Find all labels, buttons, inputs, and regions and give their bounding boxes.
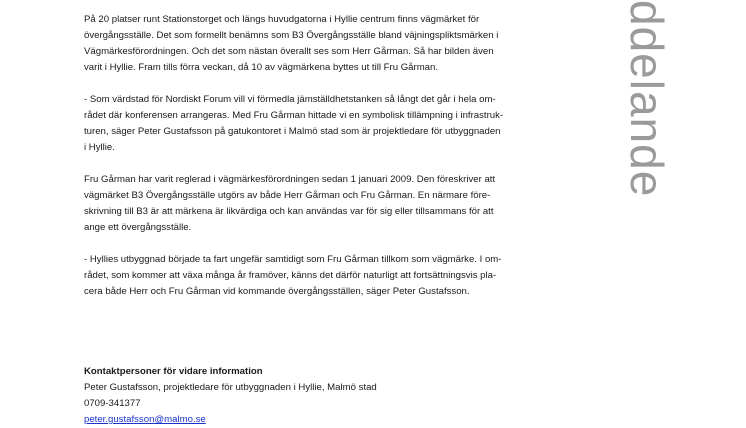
contact-email-link[interactable]: peter.gustafsson@malmo.se — [84, 414, 206, 425]
contact-phone: 0709-341377 — [84, 398, 141, 409]
text-line: rådet, som kommer att växa många år framöver, känns det därför naturligt att fortsättningsvis pla- — [84, 270, 497, 281]
text-line: ange ett övergångsställe. — [84, 222, 192, 233]
text-line: - Som värdstad för Nordiskt Forum vill vi förmedla jämställdhetstanken så långt det går i hela om- — [84, 94, 496, 105]
vertical-heading — [618, 0, 678, 230]
text-line: cera både Herr och Fru Gårman vid kommande övergångsställen, säger Peter Gustafsson. — [84, 286, 470, 297]
vertical-heading-text: ddelande — [621, 0, 673, 198]
text-line: vägmärket B3 Övergångsställe utgörs av både Herr Gårman och Fru Gårman. En närmare före- — [84, 190, 491, 201]
paragraph-quote-2 — [84, 252, 554, 300]
contact-name: Peter Gustafsson, projektledare för utbyggnaden i Hyllie, Malmö stad — [84, 382, 377, 393]
contact-section — [84, 364, 554, 428]
text-line: varit i Hyllie. Fram tills förra veckan, då 10 av vägmärkena byttes ut till Fru Gårman. — [84, 62, 439, 73]
paragraph-regulation — [84, 172, 554, 236]
text-line: turen, säger Peter Gustafsson på gatukontoret i Malmö stad som är projektledare för utbyggnaden — [84, 126, 501, 137]
text-line: skrivning till B3 är att märkena är likvärdiga och kan användas var för sig eller tillsammans för att — [84, 206, 494, 217]
text-line: övergångsställe. Det som formellt benämns som B3 Övergångsställe bland väjningspliktsmärken i — [84, 30, 499, 41]
text-line: - Hyllies utbyggnad började ta fart ungefär samtidigt som Fru Gårman tillkom som vägmärke. I om- — [84, 254, 502, 265]
text-line: Vägmärkesförordningen. Och det som nästan överallt ses som Herr Gårman. Så har bilden även — [84, 46, 494, 57]
press-release-body — [84, 12, 554, 316]
contact-heading: Kontaktpersoner för vidare information — [84, 366, 263, 377]
text-line: rådet där konferensen arrangeras. Med Fru Gårman hittade vi en symbolisk tillämpning i infrastruk- — [84, 110, 504, 121]
text-line: På 20 platser runt Stationstorget och längs huvudgatorna i Hyllie centrum finns vägmärket för — [84, 14, 480, 25]
paragraph-quote-1 — [84, 92, 554, 156]
paragraph-intro — [84, 12, 554, 76]
text-line: i Hyllie. — [84, 142, 115, 153]
text-line: Fru Gårman har varit reglerad i vägmärkesförordningen sedan 1 januari 2009. Den föreskriver att — [84, 174, 496, 185]
